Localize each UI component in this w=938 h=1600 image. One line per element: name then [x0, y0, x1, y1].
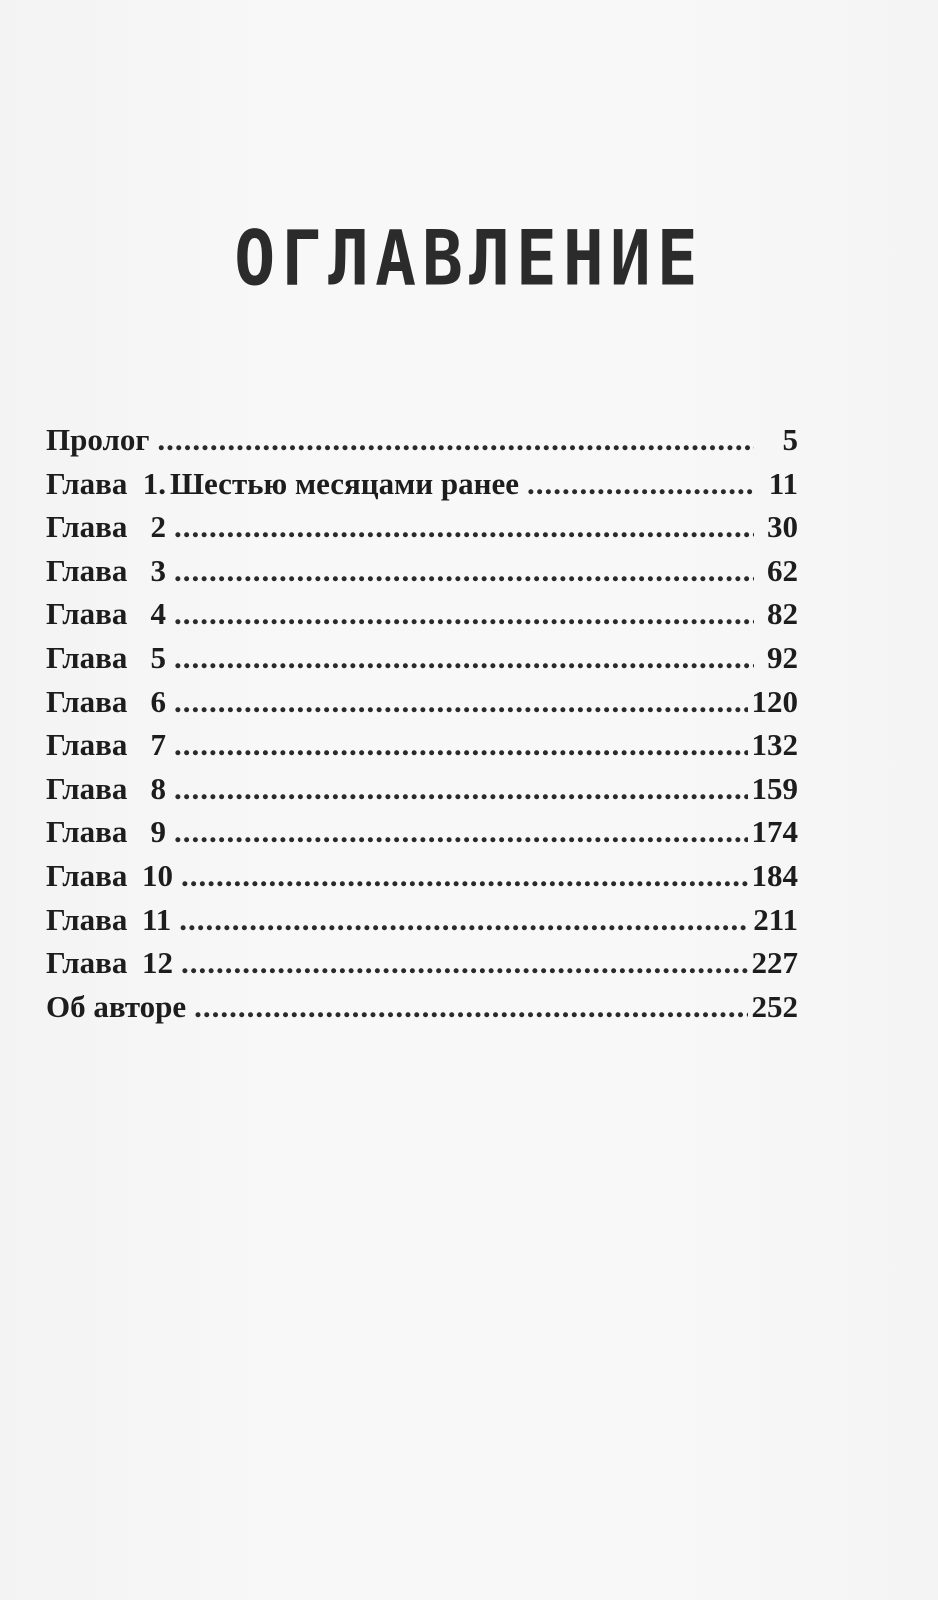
- toc-entry-page: 174: [751, 814, 798, 850]
- dot-leader: [174, 505, 754, 549]
- toc-entry-about-author: [46, 985, 798, 1029]
- dot-leader: [174, 680, 748, 724]
- toc-entry-page: 82: [767, 596, 798, 632]
- toc-entry-prefix: Глава: [46, 552, 128, 588]
- toc-entry-prefix: Глава: [46, 683, 128, 719]
- dot-leader: [174, 636, 754, 680]
- toc-entry-chapter-10: [46, 854, 798, 898]
- table-of-contents: [46, 418, 798, 1028]
- toc-entry-chapter-9: [46, 810, 798, 854]
- toc-entry-page: 92: [767, 639, 798, 675]
- toc-entry-page: 211: [753, 901, 798, 937]
- page-title: ОГЛАВЛЕНИЕ: [234, 215, 704, 304]
- toc-entry-prefix: Глава: [46, 945, 128, 981]
- toc-entry-number: 1.: [142, 465, 166, 501]
- dot-leader: [157, 418, 754, 462]
- toc-entry-page: 120: [751, 683, 798, 719]
- toc-entry-number: 9: [150, 814, 166, 850]
- toc-entry-chapter-12: [46, 941, 798, 985]
- dot-leader: [174, 592, 754, 636]
- toc-entry-page: 252: [751, 988, 798, 1024]
- toc-entry-page: 5: [782, 422, 798, 457]
- toc-entry-chapter-11: [46, 898, 798, 942]
- toc-entry-page: 159: [751, 770, 798, 806]
- toc-entry-chapter-3: [46, 549, 798, 593]
- toc-entry-number: 12: [142, 945, 173, 981]
- toc-entry-number: 4: [150, 596, 166, 632]
- toc-entry-prefix: Глава: [46, 639, 128, 675]
- dot-leader: [174, 723, 748, 767]
- dot-leader: [181, 941, 748, 985]
- dot-leader: [174, 810, 748, 854]
- toc-entry-number: 7: [150, 727, 166, 763]
- toc-entry-page: 62: [767, 552, 798, 588]
- toc-entry-prologue: [46, 418, 798, 462]
- toc-entry-prefix: Глава: [46, 901, 128, 937]
- toc-entry-title: Пролог: [46, 422, 150, 457]
- toc-entry-chapter-4: [46, 592, 798, 636]
- dot-leader: [179, 898, 749, 942]
- toc-entry-prefix: Глава: [46, 814, 128, 850]
- toc-entry-chapter-2: [46, 505, 798, 549]
- toc-entry-prefix: Глава: [46, 770, 128, 806]
- toc-entry-chapter-6: [46, 680, 798, 724]
- toc-entry-page: 132: [751, 727, 798, 763]
- dot-leader: [174, 549, 754, 593]
- toc-entry-page: 30: [767, 509, 798, 545]
- toc-entry-number: 11: [142, 901, 172, 937]
- toc-entry-prefix: Глава: [46, 727, 128, 763]
- toc-entry-page: 184: [751, 857, 798, 893]
- toc-entry-prefix: Глава: [46, 465, 128, 501]
- toc-entry-page: 227: [751, 945, 798, 981]
- toc-entry-subtitle: Шестью месяцами ранее: [170, 465, 519, 501]
- toc-entry-chapter-1: [46, 462, 798, 506]
- toc-entry-number: 5: [150, 639, 166, 675]
- dot-leader: [194, 985, 747, 1029]
- toc-entry-number: 8: [150, 770, 166, 806]
- toc-entry-number: 10: [142, 857, 173, 893]
- toc-entry-title: Об авторе: [46, 988, 187, 1024]
- toc-entry-chapter-8: [46, 767, 798, 811]
- toc-entry-number: 2: [150, 509, 166, 545]
- toc-entry-chapter-7: [46, 723, 798, 767]
- toc-entry-page: 11: [768, 465, 798, 501]
- toc-entry-number: 3: [150, 552, 166, 588]
- dot-leader: [174, 767, 748, 811]
- toc-entry-number: 6: [150, 683, 166, 719]
- toc-entry-chapter-5: [46, 636, 798, 680]
- toc-entry-prefix: Глава: [46, 596, 128, 632]
- toc-entry-prefix: Глава: [46, 857, 128, 893]
- toc-entry-prefix: Глава: [46, 509, 128, 545]
- dot-leader: [181, 854, 748, 898]
- dot-leader: [527, 462, 754, 506]
